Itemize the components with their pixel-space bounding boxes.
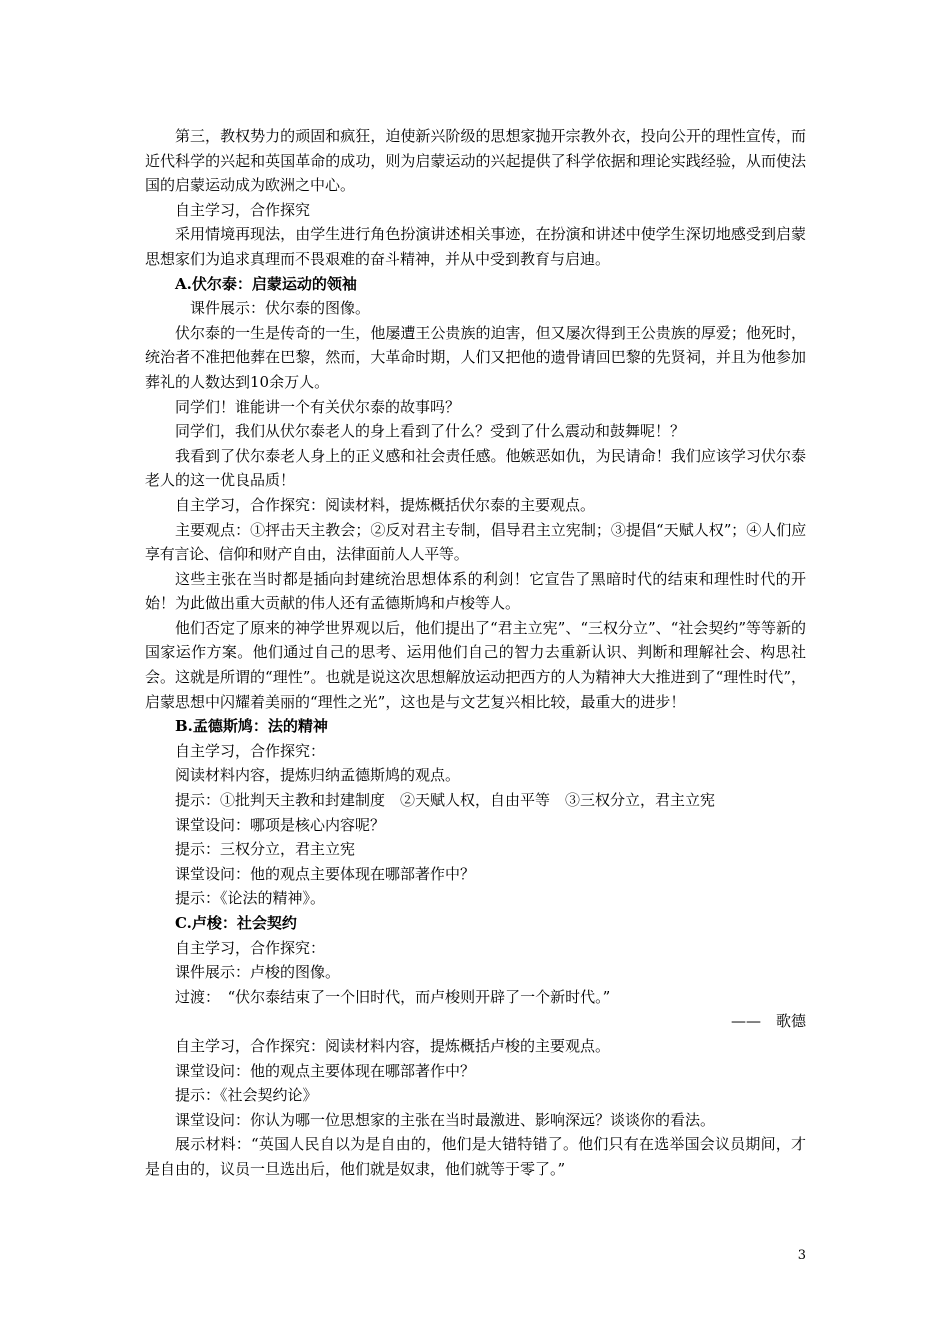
paragraph-montesquieu-hints: 提示：①批判天主教和封建制度 ②天赋人权，自由平等 ③三权分立，君主立宪	[175, 791, 716, 810]
heading-rousseau: C.卢梭：社会契约	[175, 914, 297, 932]
paragraph-voltaire-life: 伏尔泰的一生是传奇的一生，他屡遭王公贵族的迫害，但又屡次得到王公贵族的厚爱；他死时，统治者不准把他葬在巴黎，然而，大革命时期，人们又把他的遗骨请回巴黎的先贤祠，并且为他参加葬礼的人数达到10余万人。	[145, 323, 806, 391]
paragraph-self-study-rousseau: 自主学习，合作探究：阅读材料内容，提炼概括卢梭的主要观点。	[175, 1036, 611, 1055]
paragraph-most-radical-question: 课堂设问：你认为哪一位思想家的主张在当时最激进、影响深远？谈谈你的看法。	[175, 1110, 716, 1129]
paragraph-self-study-voltaire: 自主学习，合作探究：阅读材料，提炼概括伏尔泰的主要观点。	[175, 495, 596, 514]
paragraph-voltaire-main-views: 主要观点：①抨击天主教会；②反对君主专制，倡导君主立宪制；③提倡“天赋人权”；④人们应享有言论、信仰和财产自由，法律面前人人平等。	[145, 520, 806, 564]
paragraph-rousseau-work-question: 课堂设问：他的观点主要体现在哪部著作中？	[175, 1061, 476, 1080]
paragraph-voltaire-image: 课件展示：伏尔泰的图像。	[190, 299, 371, 318]
heading-voltaire: A.伏尔泰：启蒙运动的领袖	[175, 274, 357, 293]
paragraph-core-question: 课堂设问：哪项是核心内容呢？	[175, 815, 386, 834]
paragraph-role-play: 采用情境再现法，由学生进行角色扮演讲述相关事迹，在扮演和讲述中使学生深切地感受到启蒙思想家们为追求真理而不畏艰难的奋斗精神，并从中受到教育与启迪。	[145, 225, 806, 268]
paragraph-rousseau-work-answer: 提示：《社会契约论》	[175, 1086, 318, 1105]
paragraph-rousseau-image: 课件展示：卢梭的图像。	[175, 963, 341, 982]
paragraph-third-reason: 第三，教权势力的顽固和疯狂，迫使新兴阶级的思想家抛开宗教外衣，投向公开的理性宣传，而近代科学的兴起和英国革命的成功，则为启蒙运动的兴起提供了科学依据和理论实践经验，从而使法国的启蒙运动成为欧洲之中心。	[145, 127, 806, 195]
paragraph-transition-quote: 过渡： “伏尔泰结束了一个旧时代，而卢梭则开辟了一个新时代。”	[175, 987, 611, 1006]
page-number: 3	[797, 1248, 806, 1263]
paragraph-voltaire-story-question: 同学们！谁能讲一个有关伏尔泰的故事吗？	[175, 397, 461, 416]
heading-montesquieu: B.孟德斯鸠：法的精神	[175, 717, 328, 736]
paragraph-self-study-1: 自主学习，合作探究	[175, 200, 311, 219]
paragraph-core-answer: 提示：三权分立，君主立宪	[175, 840, 356, 859]
quote-attribution-goethe: —— 歌德	[730, 1012, 806, 1031]
document-body	[145, 124, 806, 1182]
paragraph-voltaire-inspiration-question: 同学们，我们从伏尔泰老人的身上看到了什么？受到了什么震动和鼓舞呢！？	[175, 422, 686, 441]
paragraph-read-montesquieu: 阅读材料内容，提炼归纳孟德斯鸠的观点。	[175, 766, 461, 785]
paragraph-self-study-2: 自主学习，合作探究：	[175, 741, 326, 760]
paragraph-montesquieu-work-question: 课堂设问：他的观点主要体现在哪部著作中？	[175, 864, 476, 883]
paragraph-montesquieu-work-answer: 提示：《论法的精神》。	[175, 889, 326, 908]
paragraph-voltaire-justice: 我看到了伏尔泰老人身上的正义感和社会责任感。他嫉恶如仇，为民请命！我们应该学习伏尔泰老人的这一优良品质！	[145, 446, 806, 490]
paragraph-sword-of-reason: 这些主张在当时都是插向封建统治思想体系的利剑！它宣告了黑暗时代的结束和理性时代的开始！为此做出重大贡献的伟人还有孟德斯鸠和卢梭等人。	[145, 569, 806, 613]
paragraph-self-study-3: 自主学习，合作探究：	[175, 938, 326, 957]
paragraph-age-of-reason: 他们否定了原来的神学世界观以后，他们提出了“君主立宪”、“三权分立”、“社会契约”等等新的国家运作方案。他们通过自己的思考、运用他们自己的智力去重新认识、判断和理解社会、构思社会。这就是所谓的“理性”。也就是说这次思想解放运动把西方的人为精神大大推进到了“理性时代”，启蒙思想中闪耀着美丽的“理性之光”，这也是与文艺复兴相比较，最重大的进步！	[145, 618, 807, 711]
paragraph-show-material: 展示材料：“英国人民自以为是自由的，他们是大错特错了。他们只有在选举国会议员期间，才是自由的，议员一旦选出后，他们就是奴隶，他们就等于零了。”	[145, 1135, 806, 1178]
